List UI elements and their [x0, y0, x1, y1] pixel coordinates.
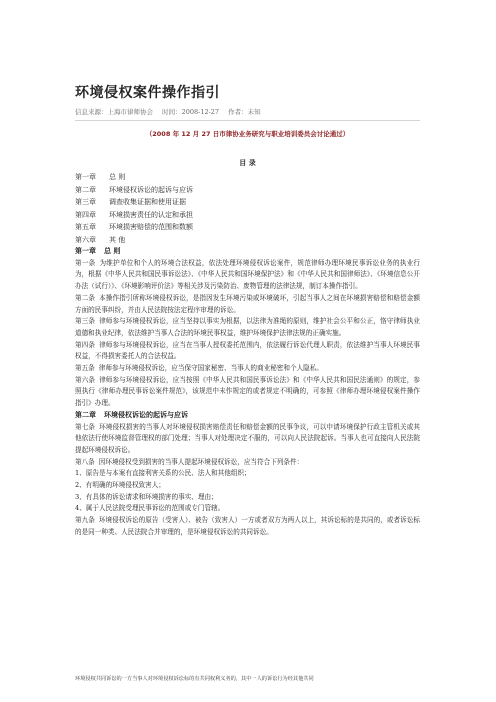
- continuation-line: 环境侵权共同诉讼的一方当事人对环境侵权诉讼标的有共同权利义务的，其中一人的诉讼行为经其他共同: [75, 676, 314, 682]
- list-item: 4、属于人民法院受理民事诉讼的范围或专门管辖。: [75, 504, 225, 513]
- article: 第二条 本操作指引所称环境侵权诉讼，是指因发生环境污染或环境破坏，引起当事人之间在环境损害赔偿和赔偿金额方面的民事纠纷，并由人民法院按法定程序审理的诉讼。: [75, 293, 421, 314]
- toc-item: 第六章 其 他: [75, 235, 126, 244]
- toc-item: 第五章 环境损害赔偿的范围和数额: [75, 223, 193, 231]
- toc-item: 第四章 环境损害责任的认定和承担: [75, 210, 193, 219]
- list-item: 1、原告是与本案有直接利害关系的公民、法人和其他组织；: [75, 469, 251, 478]
- document-body: [75, 246, 420, 539]
- list-item: 2、有明确的环境侵权致害人；: [75, 481, 165, 490]
- source-label: 信息来源：上海市律师协会: [75, 108, 153, 116]
- article: 第五条 律师参与环境侵权诉讼，应当保守国家秘密、当事人的商业秘密和个人隐私。: [75, 364, 323, 373]
- toc-item: 第一章 总 则: [75, 173, 126, 181]
- list-item: 3、有具体的诉讼请求和环境损害的事实、理由；: [75, 492, 218, 501]
- date-label: 时间：2008-12-27: [162, 108, 220, 116]
- article: 第九条 环境侵权诉讼的原告（受害人）、被告（致害人）一方或者双方为两人以上，其诉讼标的是共同的，或者诉讼标的是同一种类、人民法院合并审理的，是环境侵权诉讼的共同诉讼。: [75, 516, 421, 536]
- approval-note: （2008 年 12 月 27 日市律协业务研究与职业培训委员会讨论通过）: [145, 130, 350, 138]
- article-meta: [75, 107, 268, 116]
- toc-item: 第三章 调查收集证据和使用证据: [75, 198, 186, 206]
- chapter-heading: 第二章 环境侵权诉讼的起诉与应诉: [75, 410, 188, 419]
- article: 第三条 律师参与环境侵权诉讼，应当坚持以事实为根据，以法律为准绳的原则，维护社会公平和公正，恪守律师执业道德和执业纪律，依法维护当事人合法的环境民事权益，维护环境保护法律法规的正确实施。: [75, 317, 421, 337]
- toc-item: 第二章 环境侵权诉讼的起诉与应诉: [75, 185, 193, 194]
- article: 第六条 律师参与环境侵权诉讼，应当按照《中华人民共和国民事诉讼法》和《中华人民共和国民法通则》的规定，参照执行《律师办理民事诉讼案件规范》，该规范中未作规定的或者规定不明确的，可参照《律师办理环境侵权案件操作指引》办理。: [75, 375, 421, 408]
- article: 第一条 为维护单位和个人的环境合法权益，依法处理环境侵权诉讼案件，规范律师办理环境民事诉讼业务的执业行为，根据《中华人民共和国民事诉讼法》、《中华人民共和国环境保护法》和《中华人民共和国律师法》、《环境信息公开办法（试行）》、《环境影响评价法》等相关涉及污染防治、废物管理的法律法规，制订本操作指引。: [75, 258, 421, 291]
- chapter-heading: 第一章 总 则: [75, 247, 121, 255]
- page-title: 环境侵权案件操作指引: [75, 85, 220, 101]
- toc-heading: 目 录: [239, 159, 256, 167]
- article: 第八条 因环境侵权受到损害的当事人提起环境侵权诉讼，应当符合下列条件：: [75, 457, 304, 466]
- article: 第四条 律师参与环境侵权诉讼，应当在当事人授权委托范围内，依法履行诉讼代理人职责，依法维护当事人环境民事权益，不得损害委托人的合法权益。: [75, 340, 421, 361]
- table-of-contents: [75, 171, 420, 246]
- header-divider: [75, 120, 420, 121]
- author-label: 作者：未知: [228, 108, 261, 116]
- article: 第七条 环境侵权损害的当事人对环境侵权损害赔偿责任和赔偿金额的民事争议，可以申请环境保护行政主管机关或其他依法行使环境监督管理权的部门处理；当事人对处理决定不服的，可以向人民法院起诉。当事人也可直接向人民法院提起环境侵权诉讼。: [75, 422, 421, 454]
